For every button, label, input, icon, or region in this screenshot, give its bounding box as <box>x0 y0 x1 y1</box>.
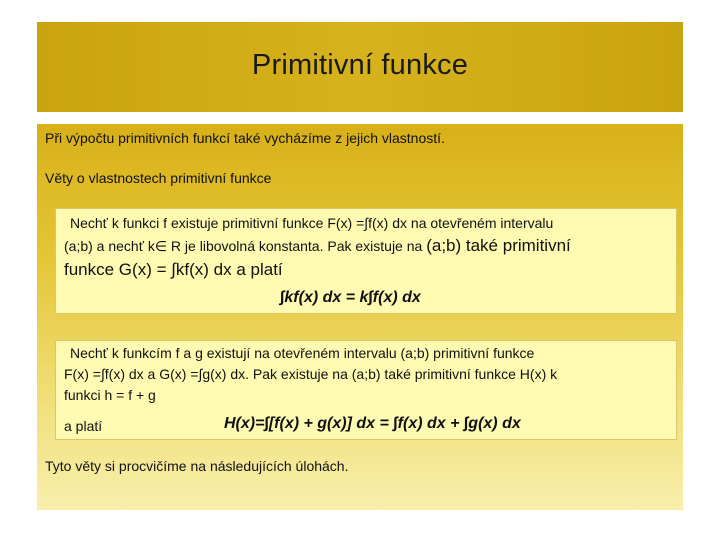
theorem1-line2-text: (a;b) a nechť k∈ R je libovolná konstanta. Pak existuje na <box>64 238 423 254</box>
theorem1-formula: ∫kf(x) dx = k∫f(x) dx <box>280 289 421 306</box>
theorem1-line1: Nechť k funkci f existuje primitivní funkce F(x) =∫f(x) dx na otevřeném intervalu <box>70 215 554 231</box>
slide-title: Primitivní funkce <box>251 48 469 81</box>
theorem2-line3: funkci h = f + g <box>64 387 156 403</box>
intro-text: Při výpočtu primitivních funkcí také vycházíme z jejich vlastností. <box>45 130 445 146</box>
title-band <box>37 22 683 112</box>
theorem-box-2 <box>55 340 677 440</box>
theorem1-line3: funkce G(x) = ∫kf(x) dx a platí <box>64 260 283 279</box>
theorem2-formula: H(x)=∫[f(x) + g(x)] dx = ∫f(x) dx + ∫g(x) dx <box>224 415 521 432</box>
theorem2-line1: Nechť k funkcím f a g existují na otevřeném intervalu (a;b) primitivní funkce <box>70 345 535 361</box>
theorem1-line2-big: (a;b) také primitivní <box>426 236 571 255</box>
closing-text: Tyto věty si procvičíme na následujících úlohách. <box>45 458 349 474</box>
theorem1-line2 <box>64 236 571 256</box>
content-panel <box>37 124 683 510</box>
subheading-text: Věty o vlastnostech primitivní funkce <box>45 170 272 186</box>
theorem-box-1 <box>55 208 677 314</box>
theorem2-label: a platí <box>64 418 103 434</box>
theorem2-line2: F(x) =∫f(x) dx a G(x) =∫g(x) dx. Pak existuje na (a;b) také primitivní funkce H(x) k <box>64 366 558 382</box>
